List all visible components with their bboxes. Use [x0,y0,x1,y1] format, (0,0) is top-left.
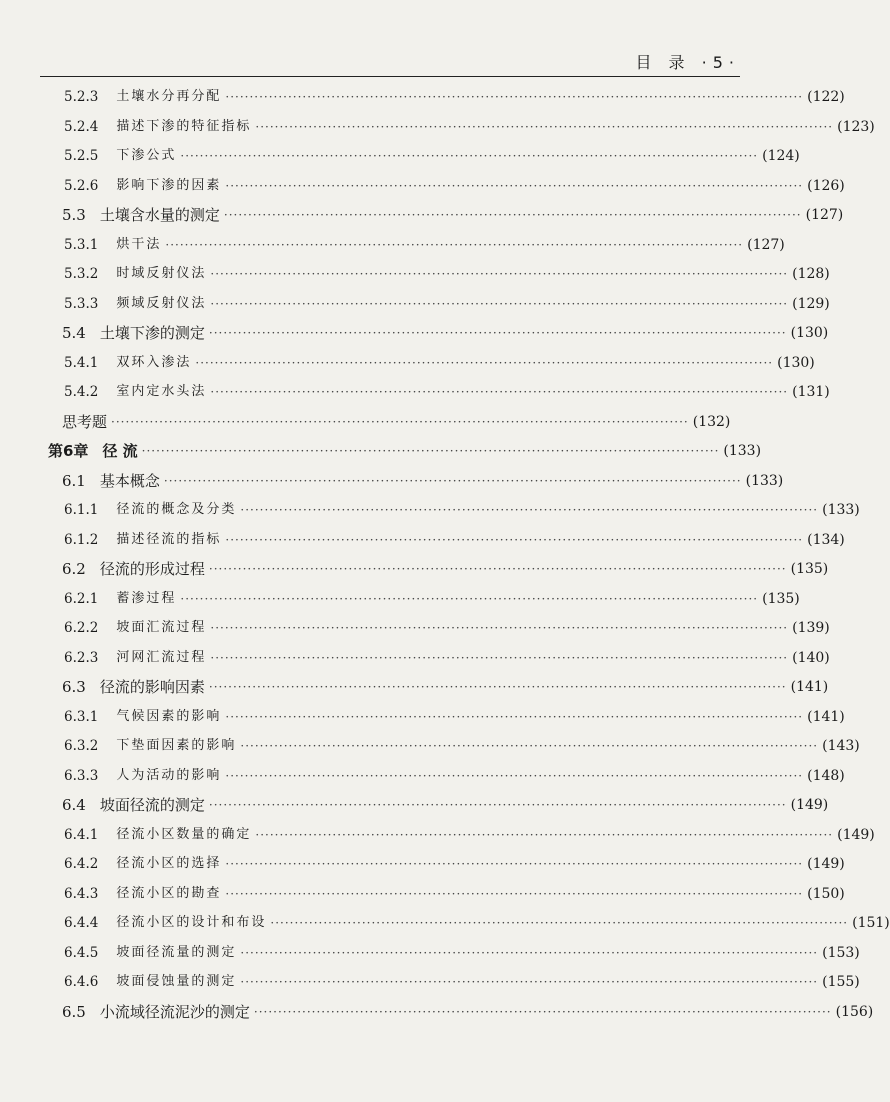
dot-leader: ························································································································ [141,444,720,458]
dot-leader: ························································································································ [225,768,804,783]
toc-entry-page: (128) [792,266,830,282]
dot-leader: ························································································································ [240,975,819,989]
dot-leader: ························································································································ [208,562,787,576]
toc-entry-page: (151) [852,915,890,931]
dot-leader: ························································································································ [253,1004,832,1019]
toc-entry-number: 5.4.1 [64,354,99,371]
toc-entry-page: (156) [835,1003,874,1020]
toc-entry-page: (123) [837,118,875,135]
dot-leader: ························································································································ [240,739,819,753]
toc-entry [64,529,845,551]
toc-entry-number: 5.2.4 [64,118,99,135]
toc-entry [64,706,845,728]
toc-entry-number: 6.1 [62,471,86,490]
toc-entry [64,86,845,108]
toc-entry-page: (135) [762,590,800,607]
toc-entry-title: 土壤含水量的测定 [99,206,220,224]
toc-entry-page: (143) [822,738,860,754]
toc-entry-number: 6.2 [62,560,86,578]
toc-entry-number: 6.1.1 [64,502,99,518]
toc-entry [64,853,845,875]
toc-entry-number: 5.4.2 [64,384,99,400]
toc-entry-title: 双环入渗法 [116,354,192,370]
toc-entry-number: 5.2.3 [64,89,99,105]
toc-entry-number: 5.3.3 [64,295,99,312]
toc-entry-title: 气候因素的影响 [116,708,222,724]
toc-entry-number: 6.4.4 [64,915,99,931]
toc-entry-number: 5.3.2 [64,266,99,282]
dot-leader: ························································································································ [208,326,787,340]
toc-entry-page: (139) [792,620,830,636]
dot-leader: ························································································································ [225,709,804,724]
toc-entry [62,558,829,580]
dot-leader: ························································································································ [210,296,789,311]
dot-leader: ························································································································ [225,532,804,547]
toc-entry-title: 径流的概念及分类 [116,502,237,517]
toc-entry [64,263,830,285]
toc-entry-page: (150) [807,885,845,902]
toc-entry-title: 下垫面因素的影响 [116,738,237,753]
toc-entry [62,322,829,344]
toc-entry-title: 径流小区的选择 [116,856,222,871]
dot-leader: ························································································································ [225,857,804,871]
dot-leader: ························································································································ [163,473,742,488]
toc-entry-number: 6.2.1 [64,590,99,607]
toc-entry-title: 基本概念 [99,471,160,490]
toc-entry-title: 坡面汇流过程 [116,620,207,635]
dot-leader: ························································································································ [223,208,802,222]
dot-leader: ························································································································ [270,916,849,930]
toc-entry-title: 室内定水头法 [116,384,207,399]
toc-entry-number: 6.3.3 [64,767,99,784]
header-text: 目 录 ·5· [635,53,740,72]
toc-entry [64,735,860,757]
toc-entry-title: 坡面径流的测定 [99,796,205,814]
dot-leader: ························································································································ [210,621,789,635]
dot-leader: ························································································································ [180,591,759,606]
toc-entry-number: 6.2.2 [64,620,99,636]
toc-entry-page: (149) [837,826,875,843]
dot-leader: ························································································································ [180,149,759,163]
toc-entry-number: 5.3.1 [64,236,99,253]
toc-entry [64,942,860,964]
toc-entry-page: (148) [807,767,845,784]
toc-entry-title: 径流的形成过程 [99,560,205,578]
toc-entry-title: 蓄渗过程 [116,590,177,606]
toc-entry-number: 5.3 [62,206,86,224]
toc-entry [62,794,829,816]
toc-entry [64,588,800,610]
toc-entry [62,204,844,226]
toc-entry-page: (124) [762,148,800,164]
toc-entry-page: (149) [807,856,845,872]
toc-entry-title: 描述径流的指标 [116,531,222,547]
toc-entry [64,116,875,138]
dot-leader: ························································································································ [210,385,789,399]
toc-entry-page: (155) [822,974,860,990]
dot-leader: ························································································································ [165,237,744,252]
toc-entry-title: 影响下渗的因素 [116,177,222,193]
toc-entry-title: 坡面侵蚀量的测定 [116,974,237,989]
toc-entry [64,971,860,993]
toc-entry-number: 6.3 [62,678,86,696]
toc-entry [64,499,860,521]
dot-leader: ························································································································ [208,798,787,812]
dot-leader: ························································································································ [225,90,804,104]
toc-entry [64,912,890,934]
dot-leader: ························································································································ [111,414,689,429]
toc-entry-number: 6.3.1 [64,708,99,725]
dot-leader: ························································································································ [195,355,774,370]
toc-entry-title: 径流小区数量的确定 [116,826,252,842]
toc-entry-page: (133) [745,472,784,489]
toc-entry-title: 坡面径流量的测定 [116,944,237,960]
toc-entry [64,234,785,256]
toc-entry [64,352,815,374]
page-header [40,50,740,74]
toc-entry-number: 6.4.2 [64,856,99,872]
dot-leader: ························································································································ [255,827,834,842]
toc-entry-page: (131) [792,384,830,400]
dot-leader: ························································································································ [210,267,789,281]
dot-leader: ························································································································ [225,886,804,901]
toc-entry [64,824,875,846]
toc-entry [64,617,830,639]
toc-entry-title: 径 流 [102,442,138,460]
toc-entry-page: (127) [805,207,844,223]
toc-entry-number: 6.4.6 [64,974,99,990]
dot-leader: ························································································································ [240,503,819,517]
toc-entry [64,765,845,787]
toc-entry-page: (135) [790,561,829,577]
toc-entry [64,293,830,315]
toc-entry-number: 5.2.5 [64,148,99,164]
toc-entry-page: (140) [792,649,830,666]
toc-entry-number: 6.4.5 [64,944,99,961]
toc-entry-title: 描述下渗的特征指标 [116,118,252,134]
toc-entry-number: 6.4 [62,796,86,814]
toc-entry-page: (122) [807,89,845,105]
toc-entry-page: (141) [790,679,829,695]
toc-entry [64,647,830,669]
toc-entry-title: 土壤下渗的测定 [99,324,205,342]
toc-entry-page: (133) [723,443,762,459]
toc-entry-page: (129) [792,295,830,312]
toc-entry-title: 径流小区的勘查 [116,885,222,901]
toc-entry-number: 6.4.1 [64,826,99,843]
toc-entry-number: 5.2.6 [64,177,99,194]
toc-entry-title: 小流域径流泥沙的测定 [99,1002,250,1021]
toc-entry-page: (127) [747,236,785,253]
toc-entry [64,175,845,197]
toc-entry-number: 6.2.3 [64,649,99,666]
toc-entry-title: 径流小区的设计和布设 [116,915,267,930]
toc-entry-page: (126) [807,177,845,194]
toc-entry [48,440,762,462]
toc-entry-page: (133) [822,502,860,518]
toc-entry-number: 6.4.3 [64,885,99,902]
toc-entry-title: 径流的影响因素 [99,678,205,696]
toc-entry-page: (134) [807,531,845,548]
toc-entry-title: 人为活动的影响 [116,767,222,783]
dot-leader: ························································································································ [240,945,819,960]
toc-entry [64,883,845,905]
dot-leader: ························································································································ [255,119,834,134]
toc-entry-page: (130) [777,354,815,371]
toc-entry-number: 6.1.2 [64,531,99,548]
dot-leader: ························································································································ [225,178,804,193]
toc-entry-number: 第6章 [48,442,89,460]
toc-entry-title: 烘干法 [116,236,162,252]
dot-leader: ························································································································ [210,650,789,665]
toc-entry-page: (149) [790,797,829,813]
toc-entry-page: (153) [822,944,860,961]
toc-entry-page: (141) [807,708,845,725]
toc-entry-number: 5.4 [62,324,86,342]
toc-entry [62,1001,874,1023]
toc-entry-page: (132) [692,413,731,430]
toc-entry-title: 土壤水分再分配 [116,89,222,104]
toc-entry [64,145,800,167]
toc-entry-title: 下渗公式 [116,148,177,163]
toc-entry-page: (130) [790,325,829,341]
header-rule [40,76,740,77]
toc-entry [62,470,784,492]
toc-entry-number: 6.3.2 [64,738,99,754]
toc-entry [62,676,829,698]
toc-entry-title: 思考题 [62,412,108,431]
toc-entry-title: 频域反射仪法 [116,295,207,311]
toc-entry [64,381,830,403]
toc-entry-number: 6.5 [62,1002,86,1021]
toc-entry-title: 时域反射仪法 [116,266,207,281]
dot-leader: ························································································································ [208,680,787,694]
toc-entry-title: 河网汇流过程 [116,649,207,665]
toc-entry [62,411,731,433]
